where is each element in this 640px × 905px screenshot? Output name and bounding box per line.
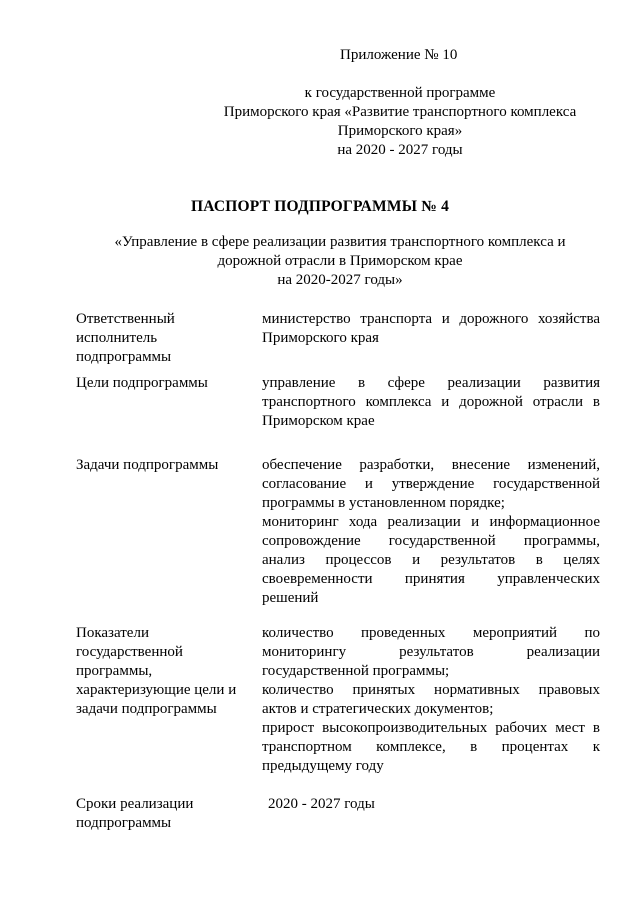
appendix-reference <box>200 84 600 160</box>
row-value: министерство транспорта и дорожного хозяйства Приморского края <box>262 311 600 346</box>
row-value: управление в сфере реализации развития транспортного комплекса и дорожной отрасли в Приморском крае <box>262 375 600 429</box>
row-label: Сроки реализации подпрограммы <box>76 796 194 831</box>
subprogram-name <box>80 233 600 290</box>
row-label: Ответственный исполнитель подпрограммы <box>76 311 175 365</box>
row-value: обеспечение разработки, внесение изменений, согласование и утверждение государственной программы в установленном порядке; мониторинг хода реализации и информационное сопровождение государственной программы, анализ процессов и результатов в целях своевременности принятия управленческих решений <box>262 457 600 606</box>
appendix-line: Приморского края «Развитие транспортного комплекса <box>223 104 577 120</box>
row-label: Задачи подпрограммы <box>76 457 219 473</box>
appendix-number: Приложение № 10 <box>340 47 458 63</box>
subprogram-name-line: «Управление в сфере реализации развития транспортного комплекса и <box>114 234 566 250</box>
row-value: 2020 - 2027 годы <box>268 796 375 812</box>
subprogram-name-line: дорожной отрасли в Приморском крае <box>217 253 463 269</box>
row-label: Цели подпрограммы <box>76 375 208 391</box>
appendix-line: на 2020 - 2027 годы <box>337 142 463 158</box>
row-value: количество проведенных мероприятий по мониторингу результатов реализации государственной программы; количество принятых нормативных правовых актов и стратегических документов; прирост высокопроизводительных рабочих мест в транспортном комплексе, в процентах к предыдущему году <box>262 625 600 774</box>
passport-title: ПАСПОРТ ПОДПРОГРАММЫ № 4 <box>190 198 450 215</box>
appendix-line: Приморского края» <box>337 123 463 139</box>
appendix-line: к государственной программе <box>304 85 496 101</box>
subprogram-name-line: на 2020-2027 годы» <box>277 272 403 288</box>
row-label: Показатели государственной программы, характеризующие цели и задачи подпрограммы <box>76 625 237 717</box>
